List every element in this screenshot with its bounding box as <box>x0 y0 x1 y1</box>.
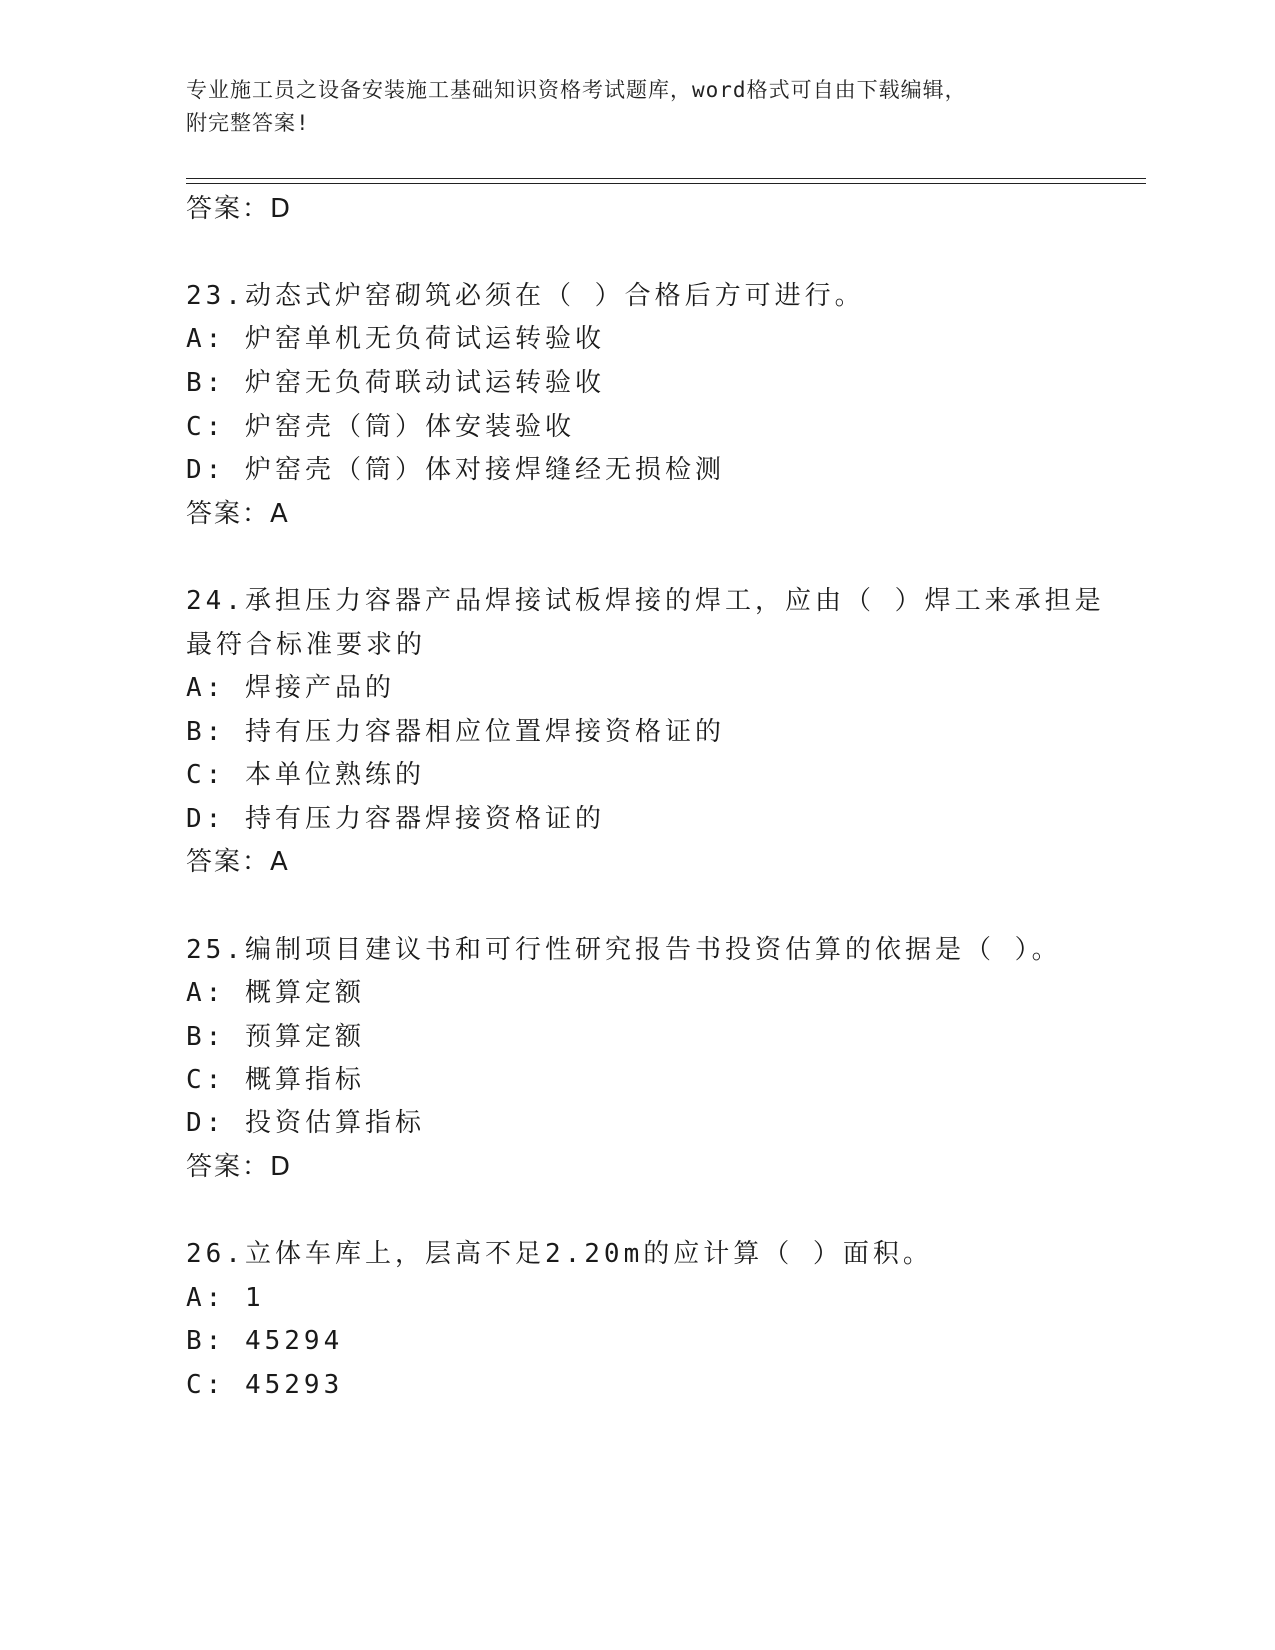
option-a: A: 炉窑单机无负荷试运转验收 <box>186 324 605 354</box>
option-c: C: 概算指标 <box>186 1065 365 1095</box>
header-rule-bottom <box>186 183 1146 184</box>
answer-line: 答案：A <box>186 499 290 529</box>
option-a: A: 1 <box>186 1283 265 1313</box>
option-c: C: 本单位熟练的 <box>186 760 425 790</box>
header-line-1: 专业施工员之设备安装施工基础知识资格考试题库，word格式可自由下载编辑， <box>186 78 967 102</box>
question-stem: 26.立体车库上，层高不足2.20m的应计算（ ）面积。 <box>186 1239 933 1269</box>
option-b: B: 45294 <box>186 1326 344 1356</box>
option-a: A: 概算定额 <box>186 978 365 1008</box>
answer-line: 答案：D <box>186 1152 293 1182</box>
option-c: C: 炉窑壳（筒）体安装验收 <box>186 412 575 442</box>
header-rule-top <box>186 178 1146 179</box>
option-d: D: 持有压力容器焊接资格证的 <box>186 804 605 834</box>
option-b: B: 炉窑无负荷联动试运转验收 <box>186 368 605 398</box>
option-d: D: 投资估算指标 <box>186 1108 425 1138</box>
question-stem-continued: 最符合标准要求的 <box>186 630 427 660</box>
question-stem: 25.编制项目建议书和可行性研究报告书投资估算的依据是（ ）。 <box>186 935 1062 965</box>
question-stem: 24.承担压力容器产品焊接试板焊接的焊工，应由（ ）焊工来承担是 <box>186 586 1105 616</box>
answer-line: 答案：A <box>186 847 290 877</box>
option-b: B: 持有压力容器相应位置焊接资格证的 <box>186 717 725 747</box>
option-b: B: 预算定额 <box>186 1022 365 1052</box>
answer-line: 答案：D <box>186 194 293 224</box>
question-stem: 23.动态式炉窑砌筑必须在（ ）合格后方可进行。 <box>186 281 865 311</box>
option-a: A: 焊接产品的 <box>186 673 395 703</box>
option-c: C: 45293 <box>186 1370 344 1400</box>
page-header <box>186 74 1086 140</box>
option-d: D: 炉窑壳（筒）体对接焊缝经无损检测 <box>186 455 725 485</box>
header-line-2: 附完整答案! <box>186 111 310 135</box>
